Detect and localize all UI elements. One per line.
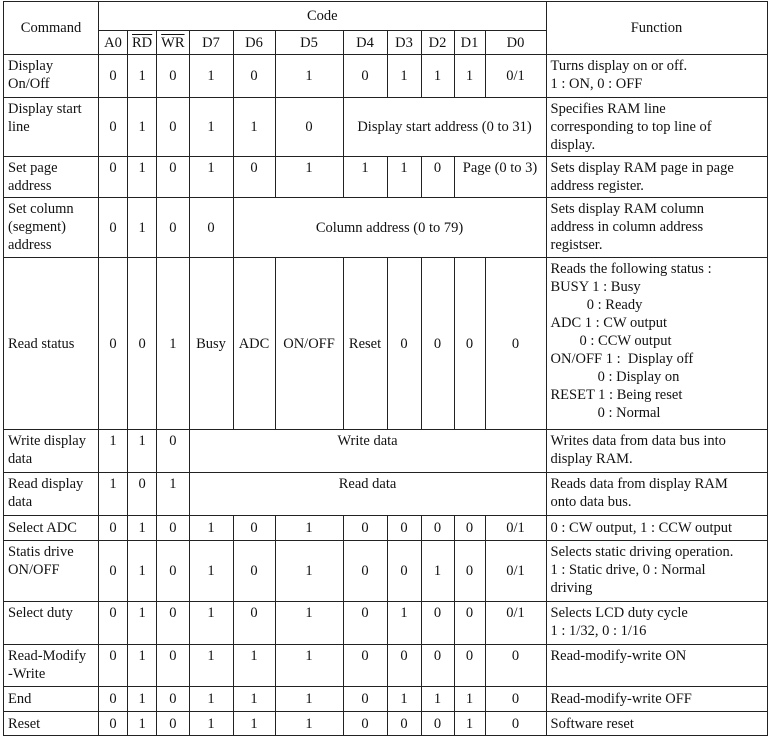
- bit-cell: 0: [157, 98, 189, 157]
- function-line: 0 : Display on: [550, 369, 680, 385]
- command-cell: [4, 258, 99, 430]
- function-line: ON/OFF 1 : Display off: [550, 351, 694, 367]
- table-row: [4, 645, 768, 687]
- command-line: address: [8, 237, 52, 253]
- bit-cell: 1: [128, 645, 157, 687]
- function-cell: [546, 712, 767, 736]
- command-line: End: [8, 691, 32, 707]
- function-cell: [546, 687, 767, 712]
- bit-cell: 0/1: [485, 602, 546, 645]
- bit-cell: 0: [99, 516, 128, 541]
- bit-cell: 1: [189, 541, 233, 602]
- bit-cell: 0: [157, 687, 189, 712]
- function-cell: [546, 430, 767, 473]
- function-cell: [546, 258, 767, 430]
- function-cell: [546, 473, 767, 516]
- header-code: Code: [99, 2, 547, 31]
- function-line: 0 : Normal: [550, 405, 661, 421]
- header-bit-d5: D5: [275, 31, 343, 55]
- bit-cell: 1: [275, 645, 343, 687]
- bit-cell: 0: [454, 602, 485, 645]
- bit-cell: 0: [421, 602, 454, 645]
- table-row: [4, 98, 768, 157]
- header-command: Command: [4, 2, 99, 55]
- table-row: [4, 430, 768, 473]
- function-line: 0 : CCW output: [550, 333, 672, 349]
- header-bit-d7: D7: [189, 31, 233, 55]
- command-cell: [4, 157, 99, 198]
- bit-cell: 1: [233, 687, 275, 712]
- bit-cell: 1: [275, 712, 343, 736]
- bit-cell: 1: [189, 712, 233, 736]
- function-line: Sets display RAM page in page: [550, 160, 734, 176]
- bit-cell: 0: [343, 687, 387, 712]
- bit-cell: ON/OFF: [275, 258, 343, 430]
- bit-cell: 1: [454, 55, 485, 98]
- function-line: driving: [550, 580, 593, 596]
- bit-cell: 0: [343, 602, 387, 645]
- bit-cell: 1: [189, 687, 233, 712]
- command-line: On/Off: [8, 76, 50, 92]
- bit-cell: 0: [128, 258, 157, 430]
- function-line: Reads the following status :: [550, 261, 712, 277]
- command-cell: [4, 430, 99, 473]
- bit-cell: 0: [387, 712, 421, 736]
- bit-cell: 1: [99, 430, 128, 473]
- bit-cell: 0: [421, 157, 454, 198]
- bit-cell: 0/1: [485, 541, 546, 602]
- function-line: address in column address: [550, 219, 704, 235]
- function-line: Read-modify-write ON: [550, 648, 687, 664]
- header-bit-d6: D6: [233, 31, 275, 55]
- function-line: onto data bus.: [550, 494, 632, 510]
- bit-cell: 0: [421, 516, 454, 541]
- function-cell: [546, 55, 767, 98]
- bit-cell: 0: [157, 516, 189, 541]
- bit-cell: 0: [485, 258, 546, 430]
- bit-cell: 0: [99, 602, 128, 645]
- bit-cell: 1: [233, 645, 275, 687]
- function-line: BUSY 1 : Busy: [550, 279, 641, 295]
- bit-cell: 0: [343, 712, 387, 736]
- bit-cell: 0: [387, 516, 421, 541]
- bit-cell: 1: [275, 541, 343, 602]
- command-line: Display start: [8, 101, 82, 117]
- bit-cell: 1: [128, 198, 157, 258]
- table-row: [4, 602, 768, 645]
- merged-code-cell: Column address (0 to 79): [233, 198, 546, 258]
- table-row: [4, 258, 768, 430]
- bit-cell: 0: [343, 55, 387, 98]
- command-line: Set column: [8, 201, 74, 217]
- bit-cell: 1: [233, 712, 275, 736]
- bit-cell: 1: [157, 473, 189, 516]
- bit-cell: 0: [99, 258, 128, 430]
- bit-cell: 0: [421, 645, 454, 687]
- bit-cell: 0/1: [485, 55, 546, 98]
- bit-cell: 0: [233, 157, 275, 198]
- merged-code-cell: Read data: [189, 473, 546, 516]
- bit-cell: 0: [157, 157, 189, 198]
- function-line: 1 : 1/32, 0 : 1/16: [550, 623, 647, 639]
- bit-cell: 0: [99, 687, 128, 712]
- function-line: address register.: [550, 178, 644, 194]
- header-bit-d0: D0: [485, 31, 546, 55]
- table-row: [4, 157, 768, 198]
- header-bit-d1: D1: [454, 31, 485, 55]
- table-row: [4, 712, 768, 736]
- bit-cell: Busy: [189, 258, 233, 430]
- command-cell: [4, 516, 99, 541]
- bit-cell: 1: [275, 602, 343, 645]
- bit-cell: 0: [157, 712, 189, 736]
- bit-cell: 0: [421, 712, 454, 736]
- function-line: ADC 1 : CW output: [550, 315, 668, 331]
- merged-code-cell: Write data: [189, 430, 546, 473]
- function-line: RESET 1 : Being reset: [550, 387, 683, 403]
- command-line: Read-Modify: [8, 648, 87, 664]
- bit-cell: 1: [128, 98, 157, 157]
- bit-cell: 1: [128, 687, 157, 712]
- function-cell: [546, 98, 767, 157]
- bit-cell: 0: [99, 157, 128, 198]
- bit-cell: 1: [454, 687, 485, 712]
- command-line: ON/OFF: [8, 562, 60, 578]
- command-table: [3, 1, 768, 736]
- bit-cell: 0: [485, 687, 546, 712]
- table-row: [4, 687, 768, 712]
- function-line: Selects static driving operation.: [550, 544, 734, 560]
- header-bit-d2: D2: [421, 31, 454, 55]
- bit-cell: 0: [157, 55, 189, 98]
- function-line: Turns display on or off.: [550, 58, 688, 74]
- header-bit-d3: D3: [387, 31, 421, 55]
- function-cell: [546, 645, 767, 687]
- bit-cell: 1: [128, 55, 157, 98]
- function-line: 0 : Ready: [550, 297, 643, 313]
- function-line: display RAM.: [550, 451, 633, 467]
- bit-cell: 0: [275, 98, 343, 157]
- command-line: data: [8, 494, 33, 510]
- bit-cell: 0: [99, 98, 128, 157]
- bit-cell: 0: [157, 645, 189, 687]
- bit-cell: 1: [387, 687, 421, 712]
- bit-cell: 1: [421, 687, 454, 712]
- bit-cell: 0: [157, 198, 189, 258]
- bit-cell: 0: [99, 712, 128, 736]
- bit-cell: 1: [128, 516, 157, 541]
- table-row: [4, 516, 768, 541]
- command-line: data: [8, 451, 33, 467]
- function-line: Writes data from data bus into: [550, 433, 726, 449]
- header-bit-a0: A0: [99, 31, 128, 55]
- bit-cell: 1: [99, 473, 128, 516]
- command-line: -Write: [8, 666, 46, 682]
- bit-cell: 1: [128, 602, 157, 645]
- bit-cell: 0: [343, 541, 387, 602]
- command-cell: [4, 98, 99, 157]
- header-bit-d4: D4: [343, 31, 387, 55]
- command-cell: [4, 687, 99, 712]
- command-cell: [4, 55, 99, 98]
- bit-cell: 0: [233, 55, 275, 98]
- bit-cell: 1: [387, 55, 421, 98]
- bit-cell: 0: [157, 430, 189, 473]
- bit-cell: 1: [189, 55, 233, 98]
- bit-cell: 1: [343, 157, 387, 198]
- bit-cell: 0: [99, 55, 128, 98]
- command-cell: [4, 198, 99, 258]
- command-line: Read display: [8, 476, 84, 492]
- command-cell: [4, 712, 99, 736]
- bit-cell: 0: [387, 645, 421, 687]
- function-cell: [546, 602, 767, 645]
- bit-cell: 1: [189, 98, 233, 157]
- merged-code-cell: Display start address (0 to 31): [343, 98, 546, 157]
- function-cell: [546, 541, 767, 602]
- header-bit-wr: $\overline{WR}$: [157, 31, 189, 55]
- function-line: Reads data from display RAM: [550, 476, 728, 492]
- bit-cell: 0: [387, 258, 421, 430]
- bit-cell: 1: [128, 712, 157, 736]
- function-line: 1 : Static drive, 0 : Normal: [550, 562, 706, 578]
- function-line: Specifies RAM line: [550, 101, 666, 117]
- bit-cell: 1: [275, 157, 343, 198]
- bit-cell: 1: [275, 687, 343, 712]
- command-cell: [4, 602, 99, 645]
- bit-cell: 0: [233, 541, 275, 602]
- command-line: Display: [8, 58, 54, 74]
- command-line: Select duty: [8, 605, 73, 621]
- table-row: [4, 473, 768, 516]
- bit-cell: 0: [343, 516, 387, 541]
- header-bit-rd: $\overline{RD}$: [128, 31, 157, 55]
- bit-cell: 0: [454, 645, 485, 687]
- command-line: (segment): [8, 219, 66, 235]
- bit-cell: 1: [189, 516, 233, 541]
- command-cell: [4, 541, 99, 602]
- bit-cell: 0: [454, 541, 485, 602]
- function-cell: [546, 198, 767, 258]
- function-line: display.: [550, 137, 596, 153]
- bit-cell: 0: [157, 602, 189, 645]
- bit-cell: 1: [387, 157, 421, 198]
- bit-cell: 1: [275, 55, 343, 98]
- function-line: registser.: [550, 237, 603, 253]
- bit-cell: 1: [387, 602, 421, 645]
- function-line: Read-modify-write OFF: [550, 691, 692, 707]
- bit-cell: 1: [454, 712, 485, 736]
- bit-cell: 1: [157, 258, 189, 430]
- command-line: Write display: [8, 433, 86, 449]
- bit-cell: 0: [387, 541, 421, 602]
- function-line: Sets display RAM column: [550, 201, 704, 217]
- bit-cell: 0: [233, 602, 275, 645]
- table-row: [4, 541, 768, 602]
- merged-code-cell: Page (0 to 3): [454, 157, 546, 198]
- function-line: 0 : CW output, 1 : CCW output: [550, 520, 733, 536]
- bit-cell: 1: [189, 157, 233, 198]
- bit-cell: Reset: [343, 258, 387, 430]
- bit-cell: 1: [189, 645, 233, 687]
- header-function: Function: [546, 2, 767, 55]
- function-cell: [546, 516, 767, 541]
- bit-cell: 1: [421, 55, 454, 98]
- command-cell: [4, 645, 99, 687]
- bit-cell: 0: [343, 645, 387, 687]
- bit-cell: 0/1: [485, 516, 546, 541]
- command-line: Read status: [8, 335, 75, 352]
- table-row: [4, 198, 768, 258]
- bit-cell: 0: [485, 645, 546, 687]
- function-line: 1 : ON, 0 : OFF: [550, 76, 643, 92]
- function-line: Software reset: [550, 715, 634, 732]
- bit-cell: 0: [189, 198, 233, 258]
- bit-cell: ADC: [233, 258, 275, 430]
- bit-cell: 0: [128, 473, 157, 516]
- bit-cell: 1: [128, 541, 157, 602]
- command-line: address: [8, 178, 52, 194]
- command-line: Reset: [8, 715, 41, 732]
- bit-cell: 0: [99, 645, 128, 687]
- function-line: corresponding to top line of: [550, 119, 712, 135]
- table-row: [4, 55, 768, 98]
- bit-cell: 0: [454, 258, 485, 430]
- command-line: Set page: [8, 160, 58, 176]
- bit-cell: 1: [233, 98, 275, 157]
- command-line: Select ADC: [8, 520, 77, 536]
- bit-cell: 0: [421, 258, 454, 430]
- command-cell: [4, 473, 99, 516]
- bit-cell: 0: [454, 516, 485, 541]
- command-line: line: [8, 119, 30, 135]
- bit-cell: 1: [128, 430, 157, 473]
- bit-cell: 1: [189, 602, 233, 645]
- function-cell: [546, 157, 767, 198]
- function-line: Selects LCD duty cycle: [550, 605, 688, 621]
- bit-cell: 0: [485, 712, 546, 736]
- bit-cell: 0: [157, 541, 189, 602]
- bit-cell: 0: [233, 516, 275, 541]
- bit-cell: 1: [128, 157, 157, 198]
- bit-cell: 0: [99, 541, 128, 602]
- bit-cell: 1: [275, 516, 343, 541]
- bit-cell: 1: [421, 541, 454, 602]
- command-line: Statis drive: [8, 544, 74, 560]
- bit-cell: 0: [99, 198, 128, 258]
